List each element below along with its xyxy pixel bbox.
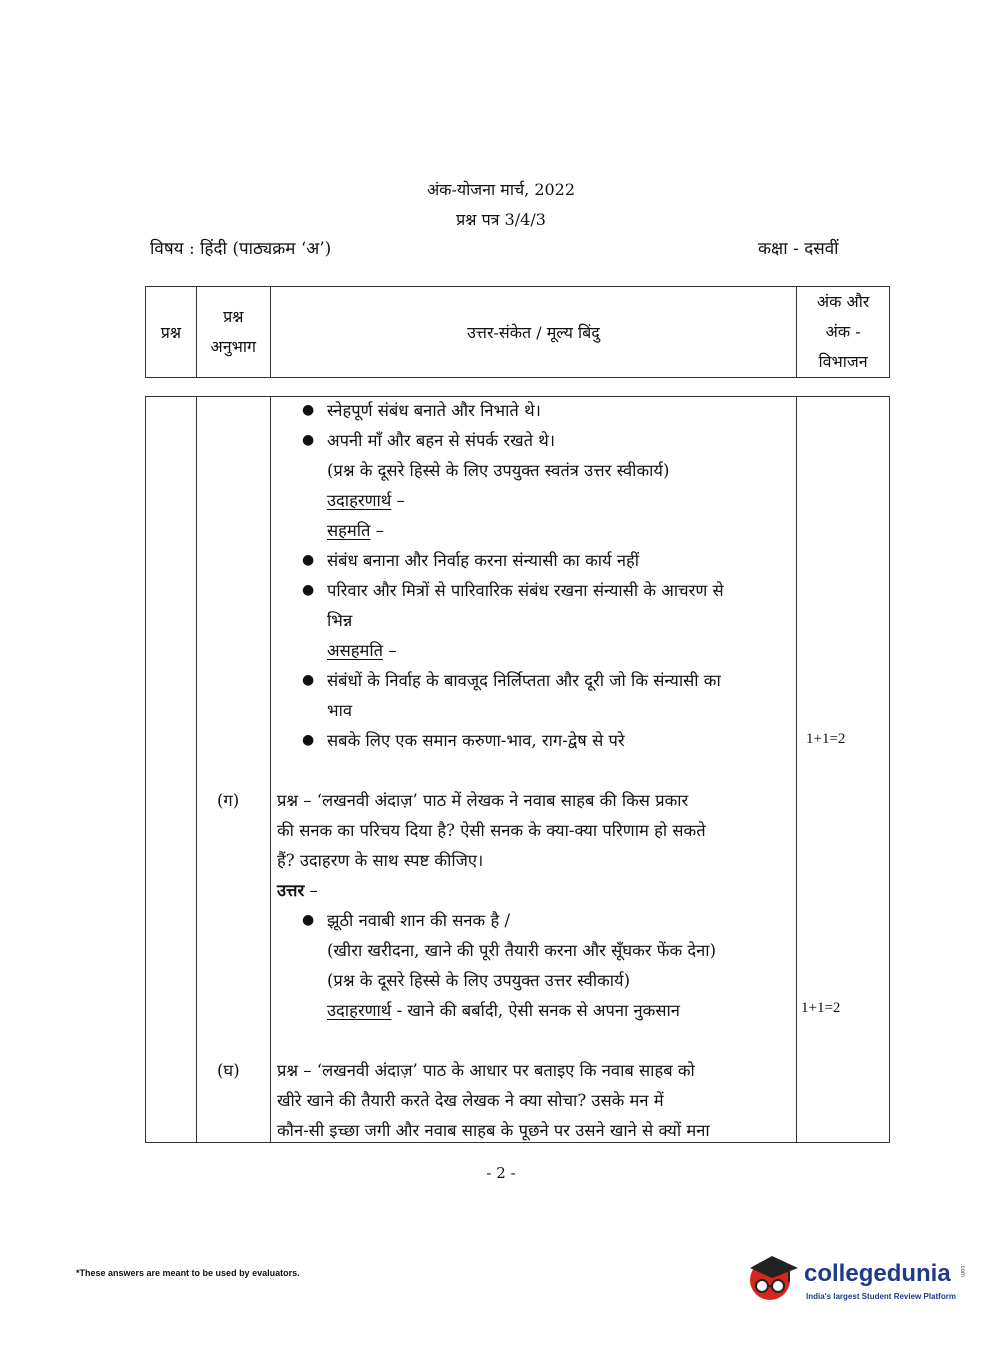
page-number: - 2 - [486,1164,516,1182]
bullet-icon: ● [302,732,315,748]
question-text: प्रश्न – ‘लखनवी अंदाज़’ पाठ में लेखक ने नवाब साहब की किस प्रकार [277,791,689,810]
table-header [145,286,890,378]
logo-wordmark: collegedunia [804,1260,951,1287]
note-text: (खीरा खरीदना, खाने की पूरी तैयारी करना और सूँघकर फेंक देना) [327,941,717,960]
table-body [145,396,890,1143]
document-title: अंक-योजना मार्च, 2022 [426,180,576,199]
list-item: संबंध बनाना और निर्वाह करना संन्यासी का कार्य नहीं [327,551,640,570]
section-label: (ग) [217,791,240,810]
col-question: प्रश्न [146,287,197,378]
disagree-label: असहमति – [327,641,397,660]
logo-dotcom: .com [959,1264,965,1278]
question-text: प्रश्न – ‘लखनवी अंदाज़’ पाठ के आधार पर बताइए कि नवाब साहब को [277,1061,695,1080]
list-item: परिवार और मित्रों से पारिवारिक संबंध रखना संन्यासी के आचरण से [327,581,724,600]
col-answer-points: उत्तर-संकेत / मूल्य बिंदु [270,287,797,378]
mascot-icon [742,1248,804,1306]
bullet-icon: ● [302,582,315,598]
bullet-icon: ● [302,552,315,568]
question-text: की सनक का परिचय दिया है? ऐसी सनक के क्या-क्या परिणाम हो सकते [277,821,706,840]
example-text: उदाहरणार्थ - खाने की बर्बादी, ऐसी सनक से अपना नुकसान [327,1001,680,1020]
answer-label: उत्तर – [277,881,318,900]
list-item: संबंधों के निर्वाह के बावजूद निर्लिप्तता और दूरी जो कि संन्यासी का [327,671,721,690]
list-item: सबके लिए एक समान करुणा-भाव, राग-द्वेष से परे [327,731,625,750]
bullet-icon: ● [302,672,315,688]
col-marks: अंक और अंक - विभाजन [797,287,890,378]
note-text: (प्रश्न के दूसरे हिस्से के लिए उपयुक्त उत्तर स्वीकार्य) [327,971,631,990]
paper-code: प्रश्न पत्र 3/4/3 [456,210,546,229]
question-text: कौन-सी इच्छा जगी और नवाब साहब के पूछने पर उसने खाने से क्यों मना [277,1121,710,1140]
collegedunia-logo [742,1248,972,1308]
list-item-cont: भिन्न [327,611,353,630]
note-text: (प्रश्न के दूसरे हिस्से के लिए उपयुक्त स्वतंत्र उत्तर स्वीकार्य) [327,461,670,480]
class-label: कक्षा - दसवीं [758,239,839,259]
list-item-cont: भाव [327,701,353,720]
list-item: झूठी नवाबी शान की सनक है / [327,911,511,930]
list-item: स्नेहपूर्ण संबंध बनाते और निभाते थे। [327,401,541,420]
agree-label: सहमति – [327,521,384,540]
bullet-icon: ● [302,432,315,448]
marks-value: 1+1=2 [806,731,846,747]
footnote: *These answers are meant to be used by evaluators. [76,1268,300,1278]
question-text: हैं? उदाहरण के साथ स्पष्ट कीजिए। [277,851,484,870]
col-section: प्रश्न अनुभाग [196,287,270,378]
section-label: (घ) [217,1061,240,1080]
subject-label: विषय : हिंदी (पाठ्यक्रम ‘अ’) [150,239,332,259]
bullet-icon: ● [302,402,315,418]
marks-value: 1+1=2 [801,1000,841,1016]
bullet-icon: ● [302,912,315,928]
question-text: खीरे खाने की तैयारी करते देख लेखक ने क्या सोचा? उसके मन में [277,1091,664,1110]
list-item: अपनी माँ और बहन से संपर्क रखते थे। [327,431,556,450]
example-label: उदाहरणार्थ – [327,491,405,510]
logo-tagline: India's largest Student Review Platform [806,1292,956,1301]
